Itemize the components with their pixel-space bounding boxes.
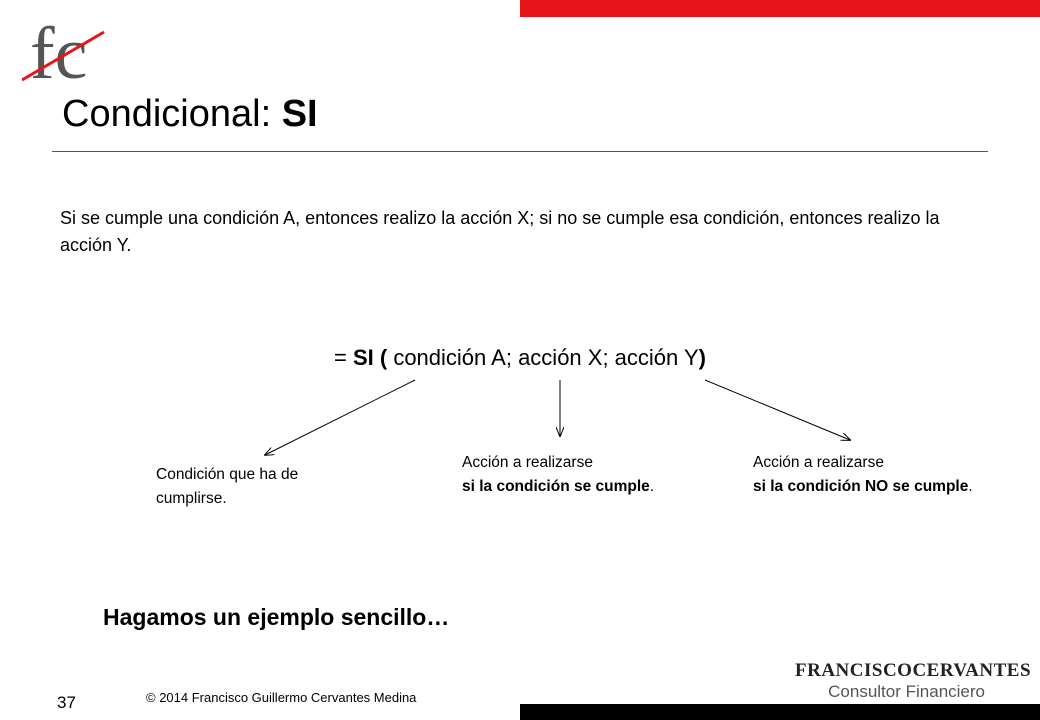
arrow-to-action-y <box>705 380 850 440</box>
arrow-to-condition <box>265 380 415 455</box>
formula-prefix: = <box>334 345 353 370</box>
title-bold: SI <box>281 93 318 135</box>
formula-function: SI ( <box>352 345 388 370</box>
bottom-dark-bar <box>520 704 1040 720</box>
action-y-note <box>753 451 973 499</box>
condition-note-line1: Condición que ha de <box>156 466 299 483</box>
logo-text: fc <box>30 13 88 88</box>
example-heading: Hagamos un ejemplo sencillo… <box>103 604 450 630</box>
slide-title <box>62 94 318 136</box>
action-y-note-end: . <box>968 478 973 495</box>
formula-close: ) <box>698 345 706 370</box>
formula-args: condición A; acción X; acción Y <box>387 345 699 370</box>
title-normal: Condicional: <box>62 93 282 135</box>
condition-note-line2: cumplirse. <box>156 490 227 507</box>
brand-tagline: Consultor Financiero <box>828 682 985 701</box>
action-y-note-bold: si la condición NO se cumple <box>753 478 969 495</box>
copyright-notice: © 2014 Francisco Guillermo Cervantes Medina <box>146 690 417 705</box>
brand-logo <box>795 660 1032 702</box>
brand-name <box>795 660 1032 682</box>
action-x-note <box>462 451 662 499</box>
title-underline <box>52 151 988 152</box>
top-accent-bar <box>520 0 1040 17</box>
brand-name-last: CERVANTES <box>912 660 1032 681</box>
condition-note <box>156 463 386 511</box>
intro-paragraph: Si se cumple una condición A, entonces realizo la acción X; si no se cumple esa condición, entonces realizo la acción Y. <box>60 208 940 255</box>
page-number: 37 <box>57 693 76 712</box>
formula-syntax <box>0 345 1040 371</box>
action-x-note-bold: si la condición se cumple <box>462 478 650 495</box>
brand-name-first: FRANCISCO <box>795 660 913 681</box>
action-y-note-line1: Acción a realizarse <box>753 454 884 471</box>
action-x-note-end: . <box>649 478 655 495</box>
fc-monogram-logo <box>22 10 112 88</box>
action-x-note-line1: Acción a realizarse <box>462 454 593 471</box>
